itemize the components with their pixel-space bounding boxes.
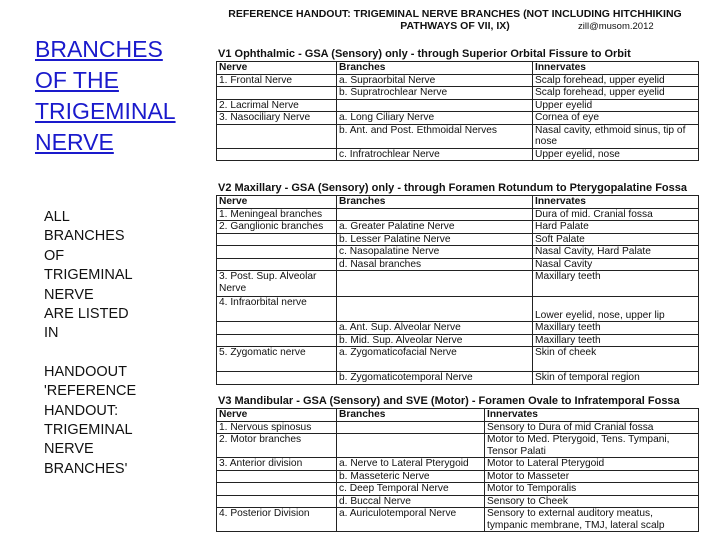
slide-title-line[interactable]: OF THE [35, 67, 119, 93]
cell-branch: b. Masseteric Nerve [337, 470, 485, 483]
cell-innervates: Skin of cheek [533, 347, 699, 372]
table-row [217, 421, 699, 434]
cell-innervates: Maxillary teeth [533, 334, 699, 347]
v1-table [216, 61, 699, 161]
slide-title-line[interactable]: BRANCHES [35, 36, 163, 62]
note-line: TRIGEMINAL [44, 422, 133, 439]
cell-nerve: 2. Motor branches [217, 434, 337, 458]
cell-nerve: 4. Infraorbital nerve [217, 297, 337, 322]
table-row [217, 233, 699, 246]
cell-nerve [217, 372, 337, 385]
cell-branch: c. Deep Temporal Nerve [337, 483, 485, 496]
cell-nerve [217, 124, 337, 148]
cell-nerve [217, 470, 337, 483]
note-line: ALL [44, 209, 70, 225]
note-line: HANDOOUT [44, 363, 127, 380]
cell-branch: d. Nasal branches [337, 258, 533, 271]
cell-nerve: 5. Zygomatic nerve [217, 347, 337, 372]
note-line: IN [44, 325, 59, 342]
table-row [217, 495, 699, 508]
v3-table [216, 408, 699, 532]
table-header-row [217, 62, 699, 75]
table-row [217, 372, 699, 385]
cell-branch: b. Ant. and Post. Ethmoidal Nerves [337, 124, 533, 148]
cell-innervates: Skin of temporal region [533, 372, 699, 385]
note-line: NERVE [44, 286, 94, 303]
cell-nerve [217, 233, 337, 246]
header-innervates: Innervates [533, 196, 699, 209]
cell-branch: a. Nerve to Lateral Pterygoid [337, 458, 485, 471]
cell-branch [337, 99, 533, 112]
cell-branch [337, 421, 485, 434]
cell-nerve [217, 246, 337, 259]
cell-nerve: 2. Ganglionic branches [217, 221, 337, 234]
note-line: TRIGEMINAL [44, 267, 133, 284]
cell-innervates: Sensory to Dura of mid Cranial fossa [485, 421, 699, 434]
v2-table [216, 195, 699, 385]
header-nerve: Nerve [217, 409, 337, 422]
cell-nerve: 1. Frontal Nerve [217, 74, 337, 87]
cell-branch: a. Greater Palatine Nerve [337, 221, 533, 234]
table-row [217, 246, 699, 259]
table-row [217, 271, 699, 297]
header-branches: Branches [337, 62, 533, 75]
cell-branch: a. Long Ciliary Nerve [337, 112, 533, 125]
v1-section-title: V1 Ophthalmic - GSA (Sensory) only - through Superior Orbital Fissure to Orbit [218, 48, 631, 60]
cell-branch: c. Infratrochlear Nerve [337, 148, 533, 161]
cell-branch: b. Lesser Palatine Nerve [337, 233, 533, 246]
note-line: HANDOUT: [44, 402, 119, 419]
cell-innervates: Scalp forehead, upper eyelid [533, 74, 699, 87]
note-line: ARE LISTED [44, 306, 129, 323]
table-row [217, 221, 699, 234]
cell-innervates: Motor to Temporalis [485, 483, 699, 496]
cell-innervates: Scalp forehead, upper eyelid [533, 87, 699, 100]
note-line: BRANCHES [44, 228, 125, 245]
cell-nerve: 3. Anterior division [217, 458, 337, 471]
cell-nerve: 1. Nervous spinosus [217, 421, 337, 434]
cell-nerve: 3. Post. Sup. Alveolar Nerve [217, 271, 337, 297]
cell-innervates: Maxillary teeth [533, 271, 699, 297]
table-row [217, 347, 699, 372]
table-row [217, 87, 699, 100]
slide-title-line[interactable]: TRIGEMINAL [35, 98, 176, 124]
cell-branch: d. Buccal Nerve [337, 495, 485, 508]
cell-innervates: Hard Palate [533, 221, 699, 234]
note-line: 'REFERENCE [44, 383, 137, 400]
cell-innervates: Dura of mid. Cranial fossa [533, 208, 699, 221]
cell-branch: a. Zygomaticofacial Nerve [337, 347, 533, 372]
cell-nerve: 4. Posterior Division [217, 508, 337, 532]
note-line: NERVE [44, 441, 94, 458]
cell-branch [337, 297, 533, 322]
slide-title[interactable] [35, 34, 205, 158]
handout-title-line2: PATHWAYS OF VII, IX) [400, 20, 510, 32]
cell-innervates: Nasal Cavity, Hard Palate [533, 246, 699, 259]
cell-branch: b. Mid. Sup. Alveolar Nerve [337, 334, 533, 347]
cell-nerve [217, 322, 337, 335]
cell-innervates: Lower eyelid, nose, upper lip [533, 297, 699, 322]
table-row [217, 208, 699, 221]
cell-branch: c. Nasopalatine Nerve [337, 246, 533, 259]
cell-nerve: 3. Nasociliary Nerve [217, 112, 337, 125]
cell-branch [337, 434, 485, 458]
slide-note [44, 208, 194, 479]
cell-nerve: 2. Lacrimal Nerve [217, 99, 337, 112]
table-row [217, 508, 699, 532]
cell-branch [337, 271, 533, 297]
note-line: BRANCHES' [44, 460, 128, 477]
table-row [217, 334, 699, 347]
table-row [217, 148, 699, 161]
slide-title-line[interactable]: NERVE [35, 129, 114, 155]
v3-section-title: V3 Mandibular - GSA (Sensory) and SVE (Motor) - Foramen Ovale to Infratemporal Fossa [218, 395, 680, 407]
cell-innervates: Sensory to Cheek [485, 495, 699, 508]
header-innervates: Innervates [485, 409, 699, 422]
cell-branch: a. Ant. Sup. Alveolar Nerve [337, 322, 533, 335]
table-row [217, 124, 699, 148]
cell-nerve [217, 334, 337, 347]
table-row [217, 99, 699, 112]
cell-branch: b. Zygomaticotemporal Nerve [337, 372, 533, 385]
table-row [217, 112, 699, 125]
handout-author: zill@musom.2012 [578, 21, 654, 32]
v2-section-title: V2 Maxillary - GSA (Sensory) only - through Foramen Rotundum to Pterygopalatine Fossa [218, 182, 687, 194]
cell-innervates: Maxillary teeth [533, 322, 699, 335]
table-row [217, 470, 699, 483]
table-row [217, 297, 699, 322]
cell-branch: a. Auriculotemporal Nerve [337, 508, 485, 532]
cell-innervates: Upper eyelid, nose [533, 148, 699, 161]
cell-innervates: Soft Palate [533, 233, 699, 246]
cell-innervates: Nasal Cavity [533, 258, 699, 271]
cell-branch: b. Supratrochlear Nerve [337, 87, 533, 100]
header-branches: Branches [337, 196, 533, 209]
cell-nerve [217, 148, 337, 161]
cell-nerve [217, 495, 337, 508]
table-row [217, 322, 699, 335]
cell-innervates: Motor to Med. Pterygoid, Tens. Tympani, Tensor Palati [485, 434, 699, 458]
cell-nerve [217, 258, 337, 271]
table-row [217, 258, 699, 271]
cell-innervates: Upper eyelid [533, 99, 699, 112]
header-innervates: Innervates [533, 62, 699, 75]
cell-nerve [217, 483, 337, 496]
table-row [217, 458, 699, 471]
table-row [217, 74, 699, 87]
table-header-row [217, 409, 699, 422]
header-nerve: Nerve [217, 62, 337, 75]
table-row [217, 434, 699, 458]
cell-branch [337, 208, 533, 221]
cell-nerve [217, 87, 337, 100]
cell-branch: a. Supraorbital Nerve [337, 74, 533, 87]
table-header-row [217, 196, 699, 209]
handout-title-line1: REFERENCE HANDOUT: TRIGEMINAL NERVE BRANCHES (NOT INCLUDING HITCHHIKING [228, 8, 682, 20]
handout-image [208, 0, 712, 540]
cell-innervates: Sensory to external auditory meatus, tympanic membrane, TMJ, lateral scalp [485, 508, 699, 532]
cell-innervates: Nasal cavity, ethmoid sinus, tip of nose [533, 124, 699, 148]
table-row [217, 483, 699, 496]
cell-innervates: Cornea of eye [533, 112, 699, 125]
cell-nerve: 1. Meningeal branches [217, 208, 337, 221]
cell-innervates: Motor to Masseter [485, 470, 699, 483]
header-nerve: Nerve [217, 196, 337, 209]
header-branches: Branches [337, 409, 485, 422]
note-line: OF [44, 247, 65, 264]
cell-innervates: Motor to Lateral Pterygoid [485, 458, 699, 471]
